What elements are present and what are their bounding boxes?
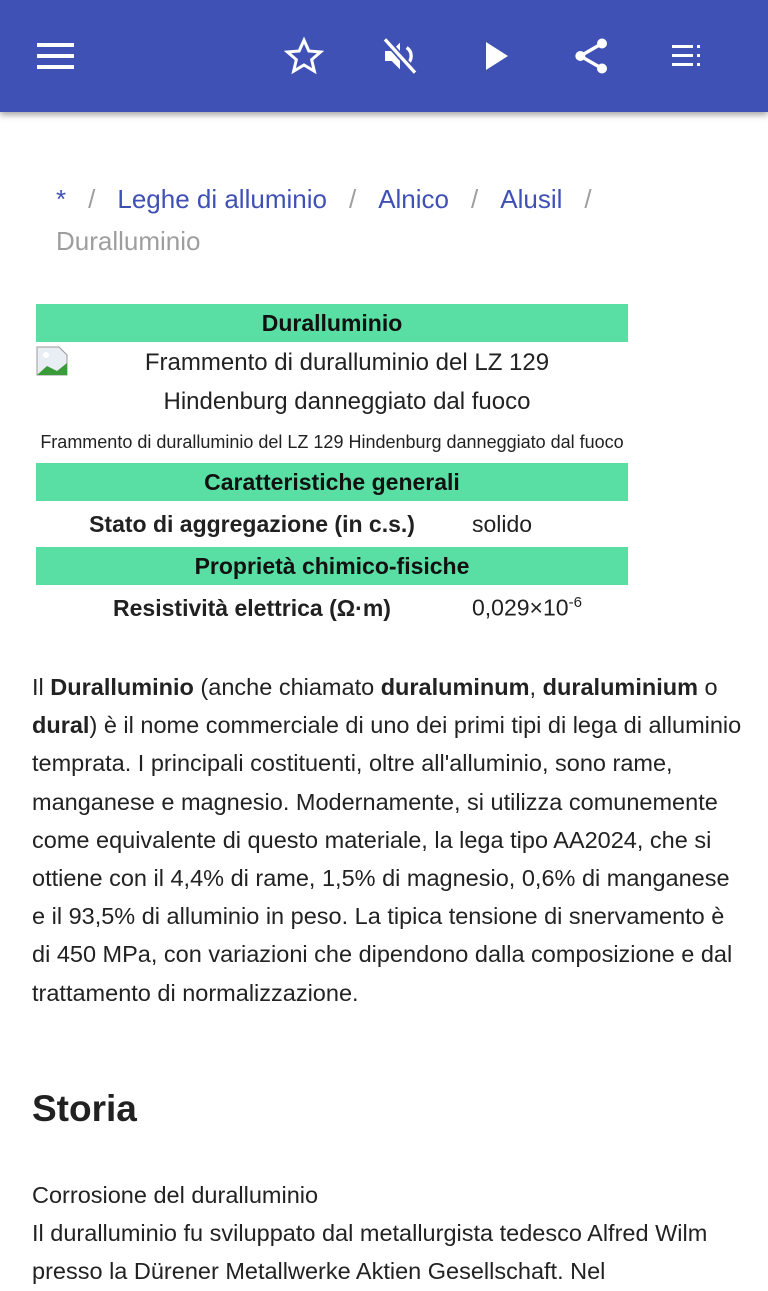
infobox-row bbox=[36, 501, 628, 547]
star-icon[interactable] bbox=[280, 32, 328, 80]
history-paragraph: Il duralluminio fu sviluppato dal metallurgista tedesco Alfred Wilm presso la Dürener Metallwerke Aktien Gesellschaft. Nel bbox=[32, 1220, 708, 1285]
text: o bbox=[697, 674, 718, 700]
breadcrumb bbox=[56, 178, 736, 262]
breadcrumb-alusil[interactable]: Alusil bbox=[500, 184, 563, 214]
history-image-alt: Corrosione del duralluminio bbox=[32, 1182, 319, 1208]
bold-term: dural bbox=[32, 712, 90, 739]
volume-off-icon[interactable] bbox=[376, 32, 424, 80]
playlist-icon[interactable] bbox=[664, 32, 712, 80]
infobox-title: Duralluminio bbox=[36, 304, 628, 342]
row-value: solido bbox=[472, 510, 533, 537]
bold-term: duraluminium bbox=[542, 674, 698, 700]
section-header-general: Caratteristiche generali bbox=[36, 463, 628, 501]
breadcrumb-separator: / bbox=[471, 184, 479, 214]
section-heading-storia: Storia bbox=[32, 1088, 137, 1129]
row-key: Resistività elettrica (Ω·m) bbox=[113, 594, 391, 621]
menu-icon[interactable] bbox=[32, 32, 80, 80]
image-alt-text: Frammento di duralluminio del LZ 129 Hindenburg danneggiato dal fuoco bbox=[144, 349, 550, 415]
text: (anche chiamato bbox=[193, 674, 381, 700]
row-value bbox=[468, 594, 582, 622]
text: Il bbox=[32, 674, 51, 700]
breadcrumb-separator: / bbox=[348, 184, 357, 214]
infobox-row bbox=[36, 585, 628, 631]
text: , bbox=[529, 674, 543, 700]
breadcrumb-alnico[interactable]: Alnico bbox=[378, 184, 450, 214]
breadcrumb-leghe[interactable]: Leghe di alluminio bbox=[117, 184, 327, 214]
breadcrumb-home[interactable]: * bbox=[56, 184, 67, 214]
bold-term: duraluminum bbox=[380, 674, 530, 700]
infobox bbox=[36, 304, 628, 631]
image-caption: Frammento di duralluminio del LZ 129 Hindenburg danneggiato dal fuoco bbox=[40, 432, 624, 452]
row-key: Stato di aggregazione (in c.s.) bbox=[89, 510, 415, 537]
breadcrumb-separator: / bbox=[88, 184, 96, 214]
bold-term: Duralluminio bbox=[50, 674, 194, 700]
app-bar bbox=[0, 0, 768, 112]
row-value-exponent: -6 bbox=[568, 594, 582, 612]
play-icon[interactable] bbox=[474, 32, 522, 80]
share-icon[interactable] bbox=[568, 32, 616, 80]
infobox-image[interactable] bbox=[36, 342, 628, 421]
history-section bbox=[32, 1176, 747, 1291]
text: ) è il nome commerciale di uno dei primi tipi di lega di alluminio temprata. I principali costituenti, oltre all'alluminio, sono rame, manganese e magnesio. Modernamente, si utilizza comunemente come equivalente di questo materiale, la lega tipo AA2024, che si ottiene con il 4,4% di rame, 1,5% di magnesio, 0,6% di manganese e il 93,5% di alluminio in peso. La tipica tensione di snervamento è di 450 MPa, con variazioni che dipendono dalla composizione e dal trattamento di normalizzazione. bbox=[32, 712, 742, 1006]
intro-paragraph bbox=[32, 668, 747, 1012]
section-header-properties: Proprietà chimico-fisiche bbox=[36, 547, 628, 585]
breadcrumb-current: Duralluminio bbox=[56, 226, 201, 256]
breadcrumb-separator: / bbox=[584, 184, 592, 214]
broken-image-icon bbox=[36, 346, 68, 376]
row-value-base: 0,029×10 bbox=[472, 594, 569, 621]
